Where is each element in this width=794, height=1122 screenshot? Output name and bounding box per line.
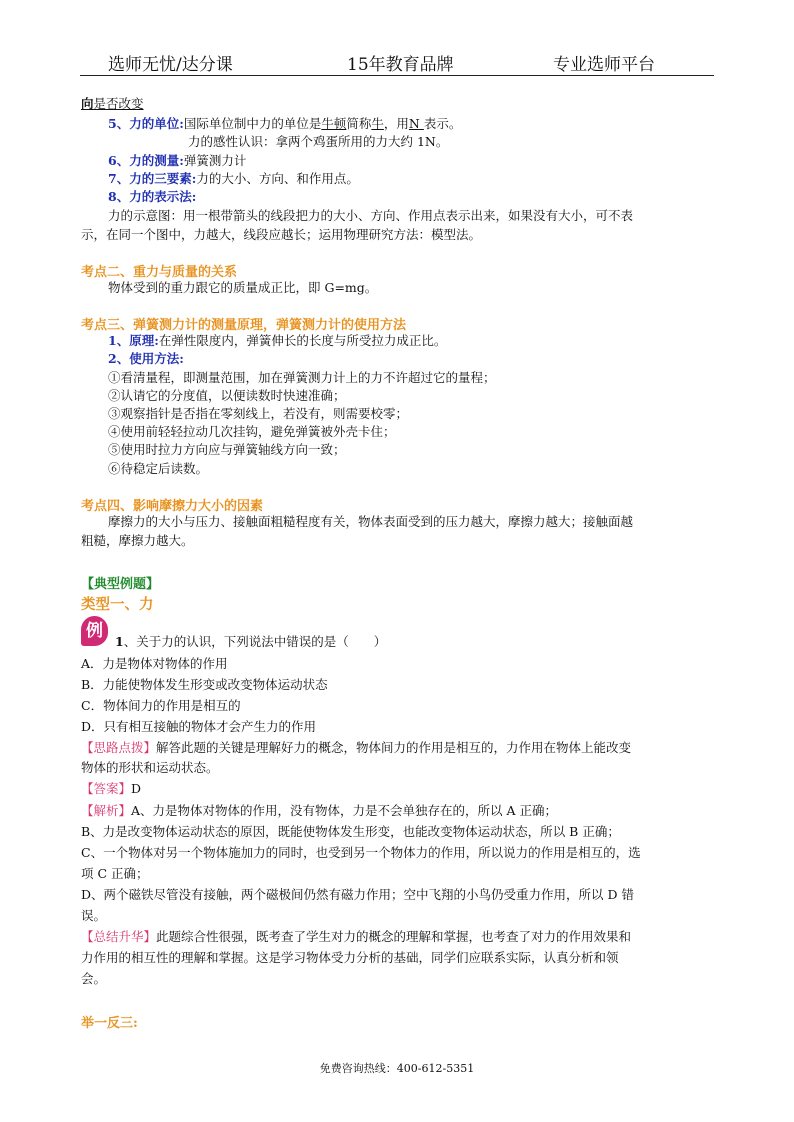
header-divider bbox=[80, 75, 714, 76]
type1-heading: 类型一、力 bbox=[81, 596, 154, 613]
option-c: C．物体间力的作用是相互的 bbox=[81, 698, 241, 713]
kp3-step: ④使用前轻轻拉动几次挂钩，避免弹簧被外壳卡住； bbox=[108, 424, 396, 439]
header-center: 15年教育品牌 bbox=[347, 55, 454, 75]
practice-heading: 举一反三: bbox=[81, 1016, 138, 1031]
option-a: A．力是物体对物体的作用 bbox=[81, 656, 228, 671]
kp3-principle: 1、原理:在弹性限度内，弹簧伸长的长度与所受拉力成正比。 bbox=[108, 333, 447, 348]
kp4-title: 考点四、影响摩擦力大小的因素 bbox=[81, 499, 264, 514]
analysis-line-d2: 误。 bbox=[81, 908, 107, 923]
hint-line-2: 物体的形状和运动状态。 bbox=[81, 760, 219, 775]
kp4-paragraph-2: 粗糙，摩擦力越大。 bbox=[81, 533, 194, 548]
option-b: B．力能使物体发生形变或改变物体运动状态 bbox=[81, 677, 328, 692]
examples-heading: 【典型例题】 bbox=[81, 577, 160, 592]
kp3-step: ③观察指针是否指在零刻线上，若没有，则需要校零； bbox=[108, 406, 409, 421]
line-representation-label: 8、力的表示法: bbox=[108, 189, 197, 204]
repr-paragraph-1: 力的示意图：用一根带箭头的线段把力的大小、方向、作用点表示出来，如果没有大小，可不表 bbox=[108, 208, 634, 223]
summary-line-1: 【总结升华】此题综合性很强，既考查了学生对力的概念的理解和掌握，也考查了对力的作用效果和 bbox=[81, 929, 632, 944]
header-right: 专业选师平台 bbox=[553, 55, 655, 75]
analysis-line-d1: D、两个磁铁尽管没有接触，两个磁极间仍然有磁力作用；空中飞翔的小鸟仍受重力作用，所以 D 错 bbox=[81, 887, 634, 902]
kp3-step: ⑥待稳定后读数。 bbox=[108, 461, 209, 476]
line-direction: 向是否改变 bbox=[81, 96, 144, 111]
kp3-step: ①看清量程，即测量范围，加在弹簧测力计上的力不许超过它的量程； bbox=[108, 370, 496, 385]
kp3-step: ②认请它的分度值，以便读数时快速准确； bbox=[108, 388, 346, 403]
header-left: 选师无忧/达分课 bbox=[108, 55, 233, 75]
kp3-title: 考点三、弹簧测力计的测量原理，弹簧测力计的使用方法 bbox=[81, 318, 407, 333]
kp3-method-label: 2、使用方法: bbox=[108, 351, 184, 366]
line-force-unit: 5、力的单位:国际单位制中力的单位是牛顿简称牛，用N 表示。 bbox=[108, 116, 462, 131]
analysis-line-c2: 项 C 正确； bbox=[81, 866, 149, 881]
question-1: 1、关于力的认识，下列说法中错误的是（ ） bbox=[115, 634, 387, 649]
analysis-line-c1: C、一个物体对另一个物体施加力的同时，也受到另一个物体力的作用，所以说力的作用是相互的，选 bbox=[81, 845, 641, 860]
hint-line-1: 【思路点拨】解答此题的关键是理解好力的概念，物体间力的作用是相互的，力作用在物体上能改变 bbox=[81, 740, 632, 755]
summary-line-2: 力作用的相互性的理解和掌握。这是学习物体受力分析的基础，同学们应联系实际，认真分析和领 bbox=[81, 950, 619, 965]
line-three-elements: 7、力的三要素:力的大小、方向、和作用点。 bbox=[108, 171, 359, 186]
analysis-line-b: B、力是改变物体运动状态的原因，既能使物体发生形变，也能改变物体运动状态，所以 B 正确； bbox=[81, 824, 620, 839]
summary-line-3: 会。 bbox=[81, 971, 107, 986]
line-perceptual: 力的感性认识：拿两个鸡蛋所用的力大约 1N。 bbox=[188, 134, 449, 149]
kp4-paragraph-1: 摩擦力的大小与压力、接触面粗糙程度有关，物体表面受到的压力越大，摩擦力越大；接触面越 bbox=[108, 514, 634, 529]
kp2-title: 考点二、重力与质量的关系 bbox=[81, 265, 238, 280]
example-badge: 例 bbox=[81, 616, 108, 646]
line-measure: 6、力的测量:弹簧测力计 bbox=[108, 153, 247, 168]
footer-hotline: 免费咨询热线：400-612-5351 bbox=[319, 1062, 475, 1075]
kp2-text: 物体受到的重力跟它的质量成正比，即 G=mg。 bbox=[108, 280, 378, 295]
repr-paragraph-2: 示，在同一个图中，力越大，线段应越长；运用物理研究方法：模型法。 bbox=[81, 227, 482, 242]
option-d: D．只有相互接触的物体才会产生力的作用 bbox=[81, 719, 317, 734]
kp3-step: ⑤使用时拉力方向应与弹簧轴线方向一致； bbox=[108, 442, 346, 457]
analysis-line-a: 【解析】A、力是物体对物体的作用，没有物体，力是不会单独存在的，所以 A 正确； bbox=[81, 803, 558, 818]
answer-line: 【答案】D bbox=[81, 781, 142, 796]
